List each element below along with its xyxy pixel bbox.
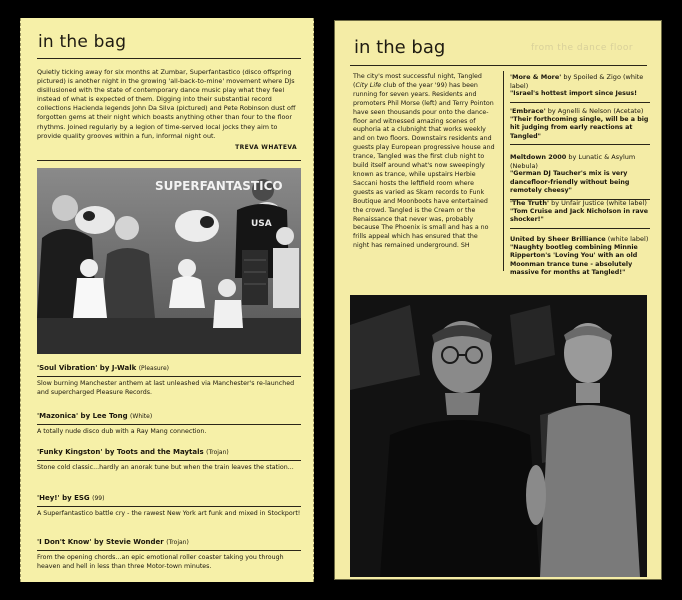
review-heading [37,448,301,457]
review-title: 'Soul Vibration' by J-Walk [37,364,137,372]
review-item [37,412,301,437]
review-heading [510,153,650,170]
photo-illustration [37,168,301,354]
article-text-part: club of the year '99) has been running for seven years. Residents and promoters Phil Morse (left) and Terry Pointon have seen thousands pour onto the dance-floor and witnessed amazing scenes of euphoria at a clubnight that works weekly and on two floors. Downstairs residents and guests play European progressive house and trance, Tangled was the first club night to build itself around what's now sweepingly known as trance, while upstairs Herbie Saccani hosts the leftfield room where guests as varied as Skam records to Funk Boutique and Moonboots have entertained the crowd. Tangled is the Cream or the Renaissance that never was, probably because The Phoenix is small and has a no frills appeal which has ensured that the night has remained underground. SH [353,81,495,250]
intro-paragraph: Quietly ticking away for six months at Zumbar, Superfantastico (disco offspring pictured) is another night in the growing 'all-back-to-mine' movement where DJs disillusioned with the state of contemporary dance music play what they feel instead of what is expected of them. Digging into their substantial record collections Hacienda legends John Da Silva (pictured) and Pete Robinson dust off forgotten gems at their night which boasts anything other than four to the floor rhythms. Joined regularly by a legion of time-served local jocks they aim to provide quality grooves within a fun, informal night out. [37,68,296,140]
photo-illustration [350,295,647,577]
review-rule [37,376,301,377]
right-page-title: in the bag [354,37,446,58]
review-item [510,235,650,278]
title-rule [37,58,301,59]
review-label: by Unfair Justice (white label) [549,199,647,207]
review-item [37,364,301,398]
right-page [334,20,662,580]
article-emphasis: City Life [355,81,382,89]
review-description: "Tom Cruise and Jack Nicholson in rave shocker!" [510,207,648,224]
review-description: A totally nude disco dub with a Ray Mang connection. [37,428,207,435]
review-title: 'I Don't Know' by Stevie Wonder [37,538,164,546]
author-credit: TREVA WHATEVA [235,144,297,151]
title-rule [350,65,647,66]
left-page-title: in the bag [38,32,127,52]
review-heading [37,364,301,373]
review-label: (Pleasure) [138,365,170,372]
review-description: "Naughty bootleg combining Minnie Ripperton's 'Loving You' with an old Moonman trance tune - absolutely massive for months at Tangled!" [510,243,638,277]
review-heading [510,107,650,116]
review-description: "Israel's hottest import since Jesus! [510,90,637,98]
review-title: 'Hey!' by ESG [37,494,90,502]
review-label: (Trojan) [206,449,229,456]
review-heading [510,73,650,90]
review-item [510,199,650,229]
column-divider [503,71,504,271]
review-title: 'More & More' [510,73,562,81]
review-label: (White) [130,413,153,420]
tangled-article [353,73,495,251]
review-item [510,153,650,200]
article-text-part: The city's most successful night, Tangled ( [353,73,482,89]
review-label: (Trojan) [166,539,189,546]
review-rule [37,506,301,507]
review-label: (white label) [605,235,649,243]
review-rule [510,228,650,229]
review-rule [37,424,301,425]
review-label: by Spoiled & Zigo (white label) [510,73,644,90]
intro-rule [37,160,301,161]
review-description: Stone cold classic...hardly an anorak tune but when the train leaves the station... [37,464,294,471]
review-description: A Superfantastico battle cry - the rawest New York art funk and mixed in Stockport! [37,510,301,517]
review-item [510,107,650,145]
review-title: Meltdown 2000 [510,153,567,161]
left-page [20,18,314,582]
review-heading [37,494,301,503]
review-item [37,494,301,519]
review-rule [510,144,650,145]
review-label: by Agnelli & Nelson (Acetate) [545,107,644,115]
review-title: 'The Truth' [510,199,549,207]
tangled-djs-photo [350,295,647,577]
review-label: by Lunatic & Asylum (Nebula) [510,153,636,170]
review-item [510,73,650,103]
photo-sign-text: SUPERFANTASTICO [155,179,283,193]
review-title: United by Sheer Brilliance [510,235,606,243]
review-item [37,538,301,572]
review-rule [510,102,650,103]
review-rule [37,460,301,461]
review-title: 'Mazonica' by Lee Tong [37,412,128,420]
review-heading [37,538,301,547]
review-description: Slow burning Manchester anthem at last unleashed via Manchester's re-launched and supercharged Pleasure Records. [37,380,295,396]
review-heading [37,412,301,421]
superfantastico-photo [37,168,301,354]
review-rule [37,550,301,551]
review-description: "German DJ Taucher's mix is very dancefloor-friendly without being remotely cheesy" [510,170,630,195]
review-heading [510,199,650,208]
review-title: 'Funky Kingston' by Toots and the Maytals [37,448,204,456]
review-title: 'Embrace' [510,107,546,115]
review-label: (99) [92,495,105,502]
ghost-text: from the dance floor [531,43,634,53]
review-description: "Their forthcoming single, will be a big hit judging from early reactions at Tangled" [510,115,649,140]
review-description: From the opening chords...an epic emotional roller coaster taking you through heaven and hell in less than three Motor-town minutes. [37,554,284,570]
review-item [37,448,301,473]
review-heading [510,235,650,244]
photo-shirt-text: USA [251,219,272,229]
